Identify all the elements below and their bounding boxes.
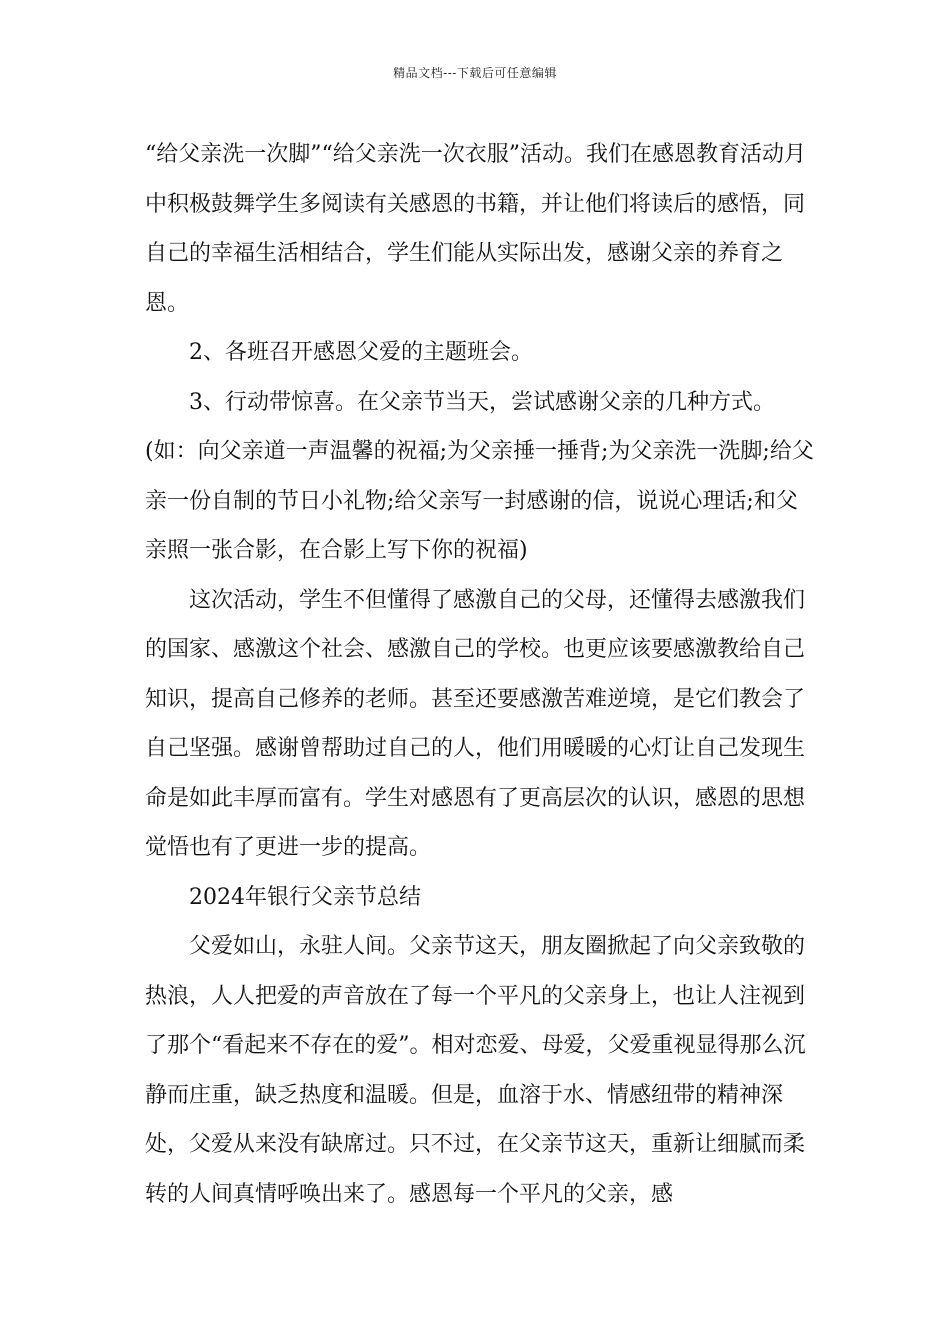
paragraph-fathers-love: 父爱如山，永驻人间。父亲节这天，朋友圈掀起了向父亲致敬的热浪，人人把爱的声音放在了每一个平凡的父亲身上，也让人注视到了那个“看起来不存在的爱”。相对恋爱、母爱，父爱重视显得那么沉静而庄重，缺乏热度和温暖。但是，血溶于水、情感纽带的精神深处，父爱从来没有缺席过。只不过，在父亲节这天，重新让细腻而柔转的人间真情呼唤出来了。感恩每一个平凡的父亲，感 xyxy=(145,934,806,1207)
paragraph-item-3: 3、行动带惊喜。在父亲节当天，尝试感谢父亲的几种方式。(如：向父亲道一声温馨的祝福;为父亲捶一捶背;为父亲洗一洗脚;给父亲一份自制的节日小礼物;给父亲写一封感谢的信，说说心理话;和父亲照一张合影，在合影上写下你的祝福) xyxy=(145,389,814,563)
page-header: 精品文档---下载后可任意编辑 xyxy=(393,66,557,80)
section-title: 2024年银行父亲节总结 xyxy=(189,884,421,910)
document-body xyxy=(145,130,817,1219)
paragraph-item-2: 2、各班召开感恩父爱的主题班会。 xyxy=(189,340,533,365)
paragraph-activity-result: 这次活动，学生不但懂得了感激自己的父母，还懂得去感激我们的国家、感激这个社会、感激自己的学校。也更应该要感激教给自己知识，提高自己修养的老师。甚至还要感激苦难逆境，是它们教会了自己坚强。感谢曾帮助过自己的人，他们用暖暖的心灯让自己发现生命是如此丰厚而富有。学生对感恩有了更高层次的认识，感恩的思想觉悟也有了更进一步的提高。 xyxy=(145,587,806,860)
paragraph-activity-intro: “给父亲洗一次脚”“给父亲洗一次衣服”活动。我们在感恩教育活动月中积极鼓舞学生多阅读有关感恩的书籍，并让他们将读后的感悟，同自己的幸福生活相结合，学生们能从实际出发，感谢父亲的养育之恩。 xyxy=(145,142,806,316)
